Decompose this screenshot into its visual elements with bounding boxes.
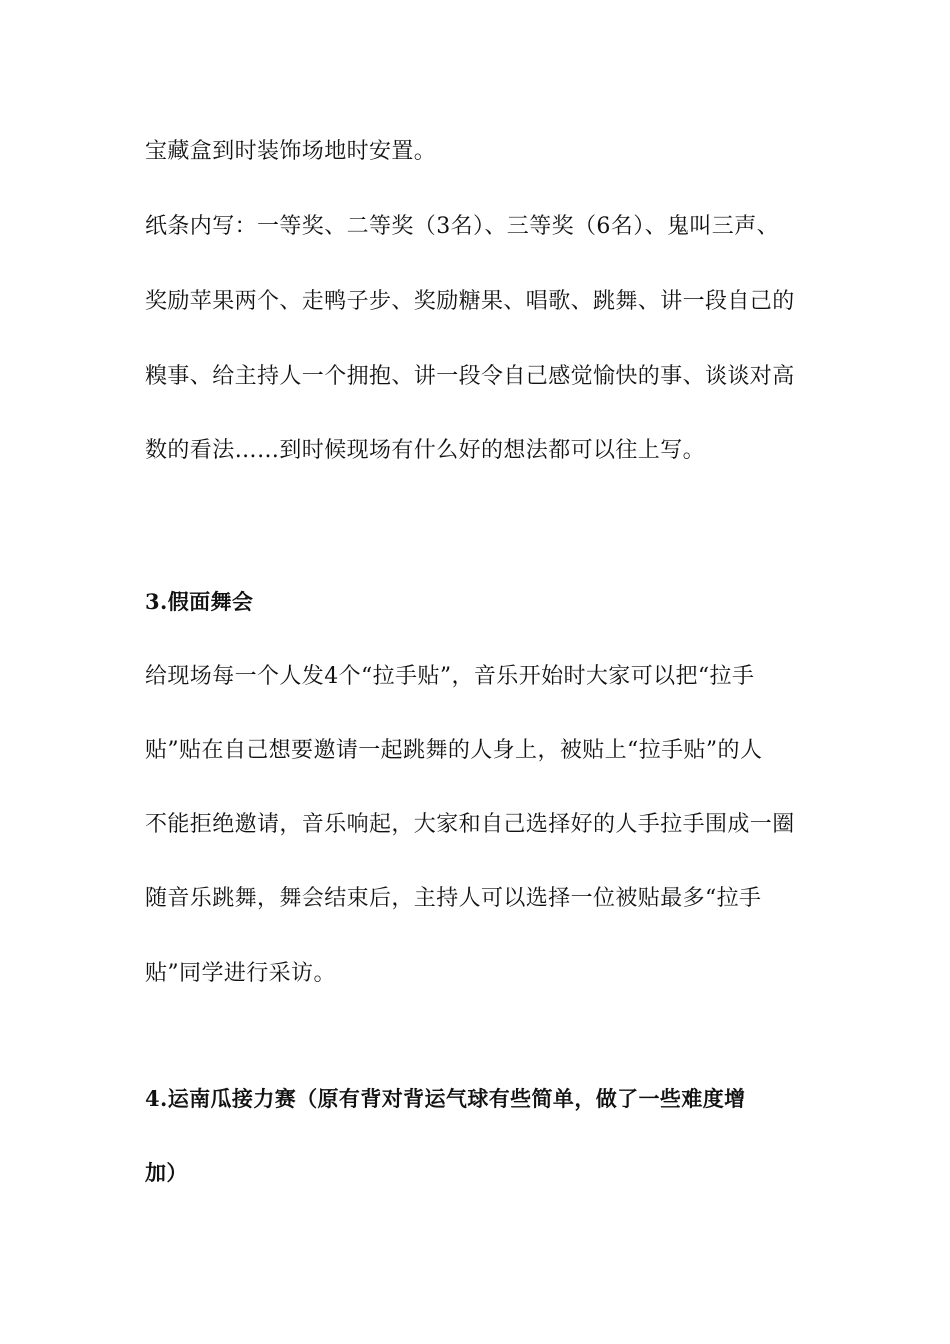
paragraph-line: 贴”同学进行采访。 [145,961,336,986]
section-heading: 3.假面舞会 [145,589,254,614]
section-heading: 加） [145,1160,188,1185]
paragraph-line: 宝藏盒到时装饰场地时安置。 [145,139,437,164]
paragraph-line: 给现场每一个人发4个“拉手贴”，音乐开始时大家可以把“拉手 [145,664,755,689]
section-heading: 4.运南瓜接力赛（原有背对背运气球有些简单，做了一些难度增 [145,1086,746,1111]
paragraph-line: 贴”贴在自己想要邀请一起跳舞的人身上，被贴上“拉手贴”的人 [145,738,763,763]
paragraph-line: 不能拒绝邀请，音乐响起，大家和自己选择好的人手拉手围成一圈 [145,812,795,837]
paragraph-line: 奖励苹果两个、走鸭子步、奖励糖果、唱歌、跳舞、讲一段自己的 [145,289,795,314]
paragraph-line: 数的看法……到时候现场有什么好的想法都可以往上写。 [145,438,706,463]
paragraph-line: 随音乐跳舞，舞会结束后，主持人可以选择一位被贴最多“拉手 [145,886,762,911]
paragraph-line: 纸条内写：一等奖、二等奖（3名）、三等奖（6名）、鬼叫三声、 [145,214,779,239]
paragraph-line: 糗事、给主持人一个拥抱、讲一段令自己感觉愉快的事、谈谈对高 [145,364,795,389]
